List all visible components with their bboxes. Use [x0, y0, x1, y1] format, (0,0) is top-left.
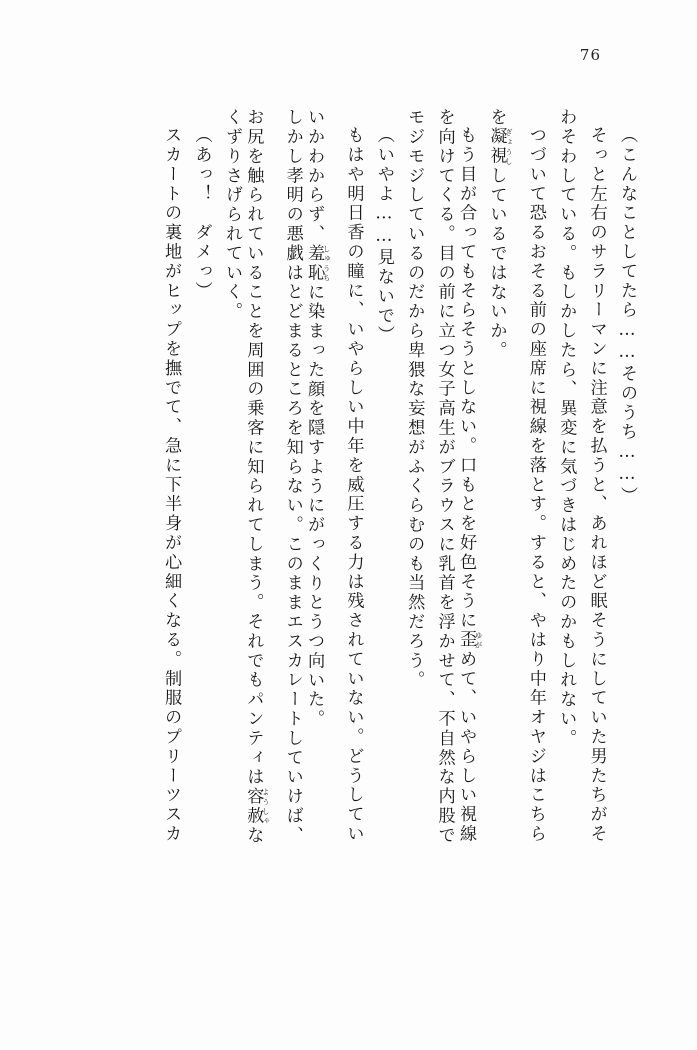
- text-line: （いやよ……見ないで）: [373, 126, 394, 345]
- text-line: を向けてくる。目の前に立つ女子高生がブラウスに乳首を浮かせて、不自然な内股で: [434, 108, 455, 846]
- text-line: つづいて恐るおそる前の座席に視線を落とす。すると、やはり中年オヤジはこちら: [525, 126, 546, 844]
- ruby-yuga: 歪ゆが: [456, 630, 484, 650]
- text-line: （こんなことしてたら……そのうち……）: [617, 126, 637, 506]
- text-line: スカートの裏地がヒップを撫でて、急に下半身が心細くなる。制服のプリーツスカ: [161, 126, 182, 844]
- text-line: を凝視ぎょうししているではないか。: [486, 108, 514, 361]
- text-line: わそわしている。もしかしたら、異変に気づきはじめたのかもしれない。: [556, 108, 577, 749]
- text-line: モジモジしているのだから卑猥な妄想がふくらむのも当然だろう。: [404, 108, 425, 690]
- ruby-yousha: 容赦ようしゃ: [243, 787, 271, 826]
- text-line: お尻を触られていることを周囲の乗客に知られてしまう。それでもパンティは容赦ようしゃな: [243, 108, 271, 846]
- text-line: もはや明日香の瞳に、いやらしい中年を威圧する力は残されていない。どうしてい: [343, 126, 364, 844]
- text-line: もう目が合ってもそらそうとしない。口もとを好色そうに歪ゆがめて、いやらしい視線: [456, 126, 484, 844]
- ruby-shuuchi: 羞恥しゅうち: [304, 243, 332, 283]
- text-line: （あっ！ ダメっ）: [191, 126, 212, 301]
- text-line: しかし孝明の悪戯はとどまるところを知らない。このままエスカレートしていけば、: [282, 108, 303, 846]
- ruby-gyoushi: 凝視ぎょうし: [486, 127, 514, 167]
- text-line: くずりさげられていく。: [221, 108, 242, 322]
- text-line: そっと左右のサラリーマンに注意を払うと、あれほど眠そうにしていた男たちがそ: [586, 126, 607, 844]
- page-number: 76: [579, 46, 601, 64]
- vertical-text-body: [60, 108, 635, 968]
- text-line: いかわからず、羞恥しゅうちに染まった顔を隠すようにがっくりとうつ向いた。: [304, 108, 332, 729]
